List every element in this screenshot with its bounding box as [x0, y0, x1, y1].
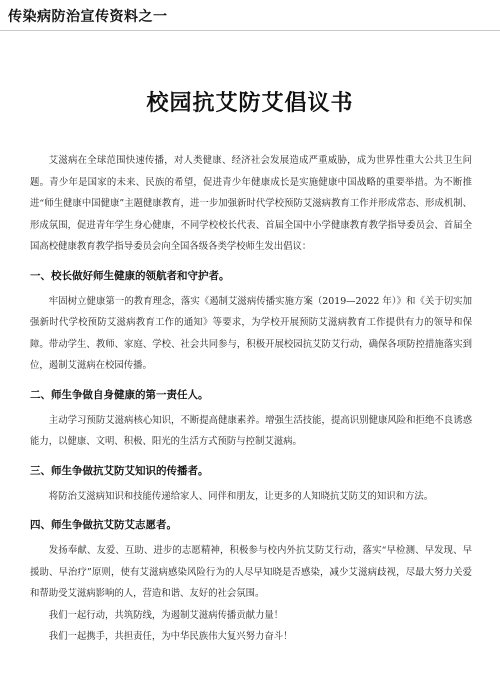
document-body	[30, 150, 472, 648]
section-body-4: 发扬奉献、友爱、互助、进步的志愿精神，积极参与校内外抗艾防艾行动，落实“早检测、早发现、早援助、早治疗”原则，使有艾滋病感染风险行为的人尽早知晓是否感染，减少艾滋病歧视，尽最大努力关爱和帮助受艾滋病影响的人，营造和谐、友好的社会氛围。	[30, 545, 472, 599]
closing-line-2: 我们一起携手，共担责任，为中华民族伟大复兴努力奋斗！	[48, 631, 293, 642]
document-title: 校园抗艾防艾倡议书	[146, 91, 354, 116]
section-heading-4: 四、师生争做抗艾防艾志愿者。	[30, 519, 177, 531]
series-label: 传染病防治宣传资料之一	[8, 9, 168, 25]
section-heading-1: 一、校长做好师生健康的领航者和守护者。	[30, 269, 230, 282]
closing-line-1: 我们一起行动，共筑防线，为遏制艾滋病传播贡献力量！	[48, 609, 284, 621]
section-heading-2: 二、师生争做自身健康的第一责任人。	[30, 388, 209, 401]
section-heading-3: 三、师生争做抗艾防艾知识的传播者。	[30, 464, 209, 477]
intro-paragraph: 艾滋病在全球范围快速传播，对人类健康、经济社会发展造成严重威胁，成为世界性重大公共卫生问题。青少年是国家的未来、民族的希望，促进青少年健康成长是实施健康中国战略的重要举措。为不断推进“师生健康中国健康”主题健康教育，进一步加强新时代学校预防艾滋病教育工作并形成常态、形成机制、形成氛围，促进青年学生身心健康，不同学校校长代表、首届全国中小学健康教育教学指导委员会、首届全国高校健康教育教学指导委员会向全国各级各类学校师生发出倡议：	[30, 155, 472, 252]
section-body-2: 主动学习预防艾滋病核心知识，不断提高健康素养。增强生活技能，提高识别健康风险和拒绝不良诱惑能力，以健康、文明、积极、阳光的生活方式预防与控制艾滋病。	[30, 414, 472, 447]
section-body-1: 牢固树立健康第一的教育理念，落实《遏制艾滋病传播实施方案（2019—2022 年）》和《关于切实加强新时代学校预防艾滋病教育工作的通知》等要求，为学校开展预防艾滋病教育工作提供有力的领导和保障。带动学生、教师、家庭、学校、社会共同参与，积极开展校园抗艾防艾行动，确保各项防控措施落实到位，遏制艾滋病在校园传播。	[30, 295, 472, 371]
section-body-3: 将防治艾滋病知识和技能传递给家人、同伴和朋友，让更多的人知晓抗艾防艾的知识和方法。	[48, 490, 434, 502]
header-divider	[0, 30, 500, 31]
